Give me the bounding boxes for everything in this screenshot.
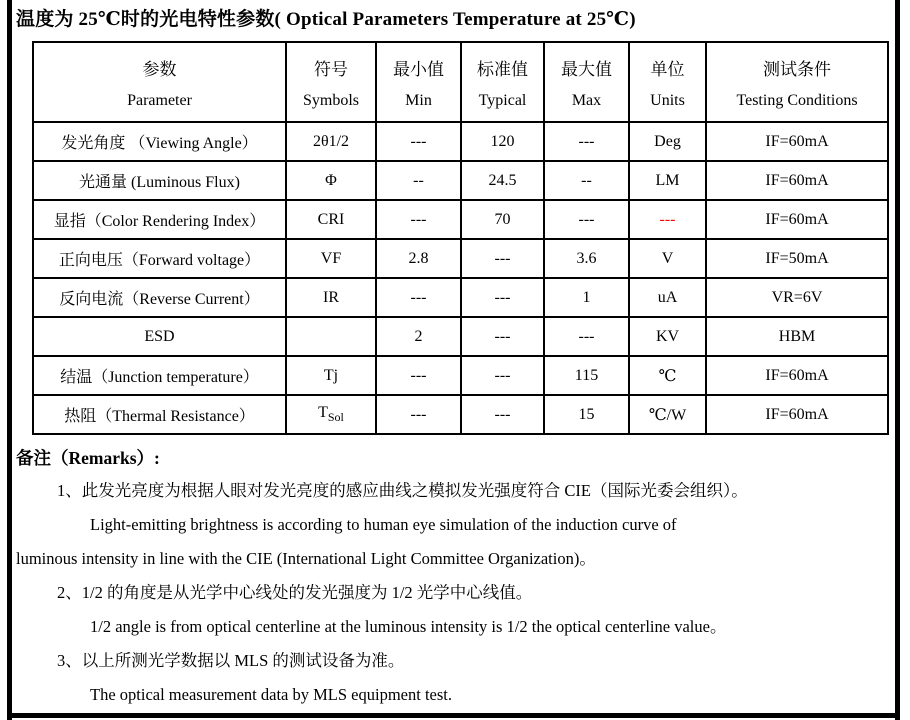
table-row: [33, 200, 888, 239]
cell-parameter: 光通量 (Luminous Flux): [33, 161, 286, 200]
cell-units: ---: [629, 200, 706, 239]
cell-conditions: IF=60mA: [706, 395, 888, 434]
section-title: 温度为 25℃时的光电特性参数( Optical Parameters Temperature at 25℃): [16, 9, 636, 30]
table-row: [33, 317, 888, 356]
cell-parameter: 热阻（Thermal Resistance）: [33, 395, 286, 434]
cell-typical: 24.5: [461, 161, 544, 200]
cell-symbol: $T_{Sol}$: [286, 395, 376, 434]
cell-conditions: IF=60mA: [706, 161, 888, 200]
cell-units: LM: [629, 161, 706, 200]
cell-max: ---: [544, 122, 629, 161]
cell-max: 1: [544, 278, 629, 317]
cell-max: ---: [544, 317, 629, 356]
cell-min: 2: [376, 317, 461, 356]
cell-min: ---: [376, 122, 461, 161]
remark-line: 1、此发光亮度为根据人眼对发光亮度的感应曲线之模拟发光强度符合 CIE（国际光委会组织）。: [57, 481, 748, 500]
cell-typical: ---: [461, 278, 544, 317]
cell-conditions: IF=50mA: [706, 239, 888, 278]
cell-parameter: 反向电流（Reverse Current）: [33, 278, 286, 317]
table-header-row: [33, 42, 888, 122]
cell-symbol: Tj: [286, 356, 376, 395]
column-header-parameter: 参数 Parameter: [33, 42, 286, 122]
cell-conditions: IF=60mA: [706, 122, 888, 161]
cell-parameter: ESD: [33, 317, 286, 356]
cell-conditions: VR=6V: [706, 278, 888, 317]
column-header-symbols: 符号 Symbols: [286, 42, 376, 122]
cell-conditions: IF=60mA: [706, 356, 888, 395]
page-border-left: [7, 0, 12, 720]
cell-symbol: [286, 317, 376, 356]
cell-min: ---: [376, 200, 461, 239]
cell-min: ---: [376, 395, 461, 434]
cell-units: ℃: [629, 356, 706, 395]
cell-conditions: IF=60mA: [706, 200, 888, 239]
page-content: [16, 0, 888, 712]
cell-parameter: 结温（Junction temperature）: [33, 356, 286, 395]
cell-symbol: VF: [286, 239, 376, 278]
table-row: [33, 395, 888, 434]
optical-parameters-table: [32, 41, 889, 435]
cell-parameter: 显指（Color Rendering Index）: [33, 200, 286, 239]
cell-units: KV: [629, 317, 706, 356]
cell-typical: ---: [461, 395, 544, 434]
table-body: [33, 122, 888, 434]
cell-units: uA: [629, 278, 706, 317]
cell-max: ---: [544, 200, 629, 239]
remark-line: 3、以上所测光学数据以 MLS 的测试设备为准。: [57, 651, 405, 670]
cell-max: 15: [544, 395, 629, 434]
cell-typical: ---: [461, 356, 544, 395]
table-header: [33, 42, 888, 122]
cell-min: --: [376, 161, 461, 200]
cell-units: V: [629, 239, 706, 278]
cell-typical: ---: [461, 239, 544, 278]
cell-min: ---: [376, 356, 461, 395]
cell-min: ---: [376, 278, 461, 317]
remark-line: 1/2 angle is from optical centerline at the luminous intensity is 1/2 the optical centerline value。: [90, 617, 727, 636]
remarks-section: [16, 445, 888, 712]
cell-max: --: [544, 161, 629, 200]
remarks-list: [16, 474, 888, 712]
page-border-right: [895, 0, 900, 720]
cell-parameter: 发光角度 （Viewing Angle）: [33, 122, 286, 161]
cell-typical: 70: [461, 200, 544, 239]
column-header-units: 单位 Units: [629, 42, 706, 122]
cell-parameter: 正向电压（Forward voltage）: [33, 239, 286, 278]
cell-conditions: HBM: [706, 317, 888, 356]
column-header-typical: 标准值 Typical: [461, 42, 544, 122]
remark-line: luminous intensity in line with the CIE (International Light Committee Organization)。: [16, 549, 596, 568]
remark-line: The optical measurement data by MLS equipment test.: [90, 685, 452, 704]
column-header-testing-conditions: 测试条件 Testing Conditions: [706, 42, 888, 122]
remark-line: Light-emitting brightness is according to human eye simulation of the induction curve of: [90, 515, 677, 534]
cell-max: 115: [544, 356, 629, 395]
remark-line: 2、1/2 的角度是从光学中心线处的发光强度为 1/2 光学中心线值。: [57, 583, 533, 602]
column-header-max: 最大值 Max: [544, 42, 629, 122]
cell-typical: 120: [461, 122, 544, 161]
table-row: [33, 278, 888, 317]
cell-typical: ---: [461, 317, 544, 356]
cell-units: Deg: [629, 122, 706, 161]
cell-symbol: CRI: [286, 200, 376, 239]
table-row: [33, 161, 888, 200]
table-row: [33, 356, 888, 395]
cell-units: ℃/W: [629, 395, 706, 434]
remarks-heading: 备注（Remarks）:: [16, 448, 160, 468]
page-border-bottom: [7, 713, 900, 718]
cell-symbol: 2θ1/2: [286, 122, 376, 161]
column-header-min: 最小值 Min: [376, 42, 461, 122]
cell-symbol: IR: [286, 278, 376, 317]
table-row: [33, 239, 888, 278]
cell-max: 3.6: [544, 239, 629, 278]
table-row: [33, 122, 888, 161]
cell-min: 2.8: [376, 239, 461, 278]
cell-symbol: Φ: [286, 161, 376, 200]
